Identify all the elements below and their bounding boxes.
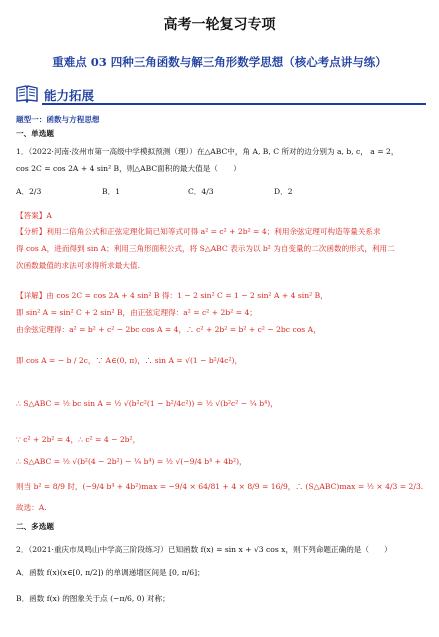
q1-stem-line1: 1．（2022·河南·汝州市第一高级中学模拟预测（理））在△ABC中，角 A, B, C 所对的边分别为 a, b, c， a = 2， bbox=[16, 147, 399, 156]
page-subtitle: 重难点 03 四种三角函数与解三角形数学思想（核心考点讲与练） bbox=[52, 55, 387, 69]
detail-line2: 即 sin² A = sin² C + 2 sin² B，由正弦定理得：a² = c² + 2b² = 4； bbox=[16, 308, 257, 317]
section-heading-single: 一、单选题 bbox=[16, 129, 54, 138]
detail-line8: 则当 b² = 8/9 时，(−9/4 b⁴ + 4b²)max = −9/4 × 64/81 + 4 × 8/9 = 16/9，∴ (S△ABC)max = ½ × 4/3 = 2/3. bbox=[16, 482, 424, 491]
section-heading-multi: 二、多选题 bbox=[16, 522, 54, 531]
analysis-line2: 得 cos A，进而得到 sin A；利用三角形面积公式，将 S△ABC 表示为以 b² 为自变量的二次函数的形式，利用二 bbox=[16, 244, 395, 253]
q2-option-a: A．函数 f(x)(x∈[0, π/2]) 的单调递增区间是 [0, π/6]； bbox=[16, 568, 205, 577]
book-icon bbox=[16, 85, 38, 103]
detail-line6: ∵ c² + 2b² = 4，∴ c² = 4 − 2b²， bbox=[16, 435, 141, 444]
detail-line7: ∴ S△ABC = ½ √(b²(4 − 2b²) − ¼ b⁴) = ½ √(−9/4 b⁴ + 4b²)， bbox=[16, 457, 247, 466]
option-value: 1 bbox=[115, 187, 121, 196]
option-value: 4/3 bbox=[201, 187, 214, 196]
banner-text: 能力拓展 bbox=[44, 88, 95, 103]
analysis-line3: 次函数最值的求法可求得所求最大值. bbox=[16, 261, 140, 270]
answer-label: 【答案】A bbox=[16, 211, 52, 220]
q1-option-b: B．1 bbox=[102, 187, 121, 196]
analysis-line1: 【分析】利用二倍角公式和正弦定理化简已知等式可得 a² = c² + 2b² = 4；利用余弦定理可构造等量关系求 bbox=[16, 227, 381, 236]
q1-option-c: C．4/3 bbox=[188, 187, 214, 196]
q1-stem-line2: cos 2C = cos 2A + 4 sin² B，则△ABC面积的最大值是（ ） bbox=[16, 164, 241, 173]
option-value: 2/3 bbox=[29, 187, 42, 196]
detail-line4: 即 cos A = − b / 2c，∵ A∈(0, π)，∴ sin A = √(1 − b²/4c²)， bbox=[16, 356, 243, 365]
topic-heading: 题型一：函数与方程思想 bbox=[16, 115, 100, 124]
page-title: 高考一轮复习专项 bbox=[163, 17, 276, 33]
detail-line3: 由余弦定理得：a² = b² + c² − 2bc cos A = 4，∴ c² + 2b² = b² + c² − 2bc cos A， bbox=[16, 325, 321, 334]
option-value: 2 bbox=[287, 187, 293, 196]
detail-line9: 故选：A. bbox=[16, 503, 47, 512]
detail-line5: ∴ S△ABC = ½ bc sin A = ½ √(b²c²(1 − b²/4c²)) = ½ √(b²c² − ¼ b⁴)， bbox=[16, 399, 278, 408]
q2-option-b: B．函数 f(x) 的图象关于点 (−π/6, 0) 对称； bbox=[16, 594, 170, 603]
q1-option-d: D．2 bbox=[274, 187, 293, 196]
banner-rule bbox=[42, 103, 426, 105]
section-banner bbox=[16, 84, 426, 106]
q2-stem: 2．（2021·重庆市凤鸣山中学高三阶段练习）已知函数 f(x) = sin x + √3 cos x，则下列命题正确的是（ ） bbox=[16, 545, 392, 554]
detail-line1: 【详解】由 cos 2C = cos 2A + 4 sin² B 得：1 − 2 sin² C = 1 − 2 sin² A + 4 sin² B， bbox=[16, 291, 328, 300]
q1-option-a: A．2/3 bbox=[16, 187, 42, 196]
